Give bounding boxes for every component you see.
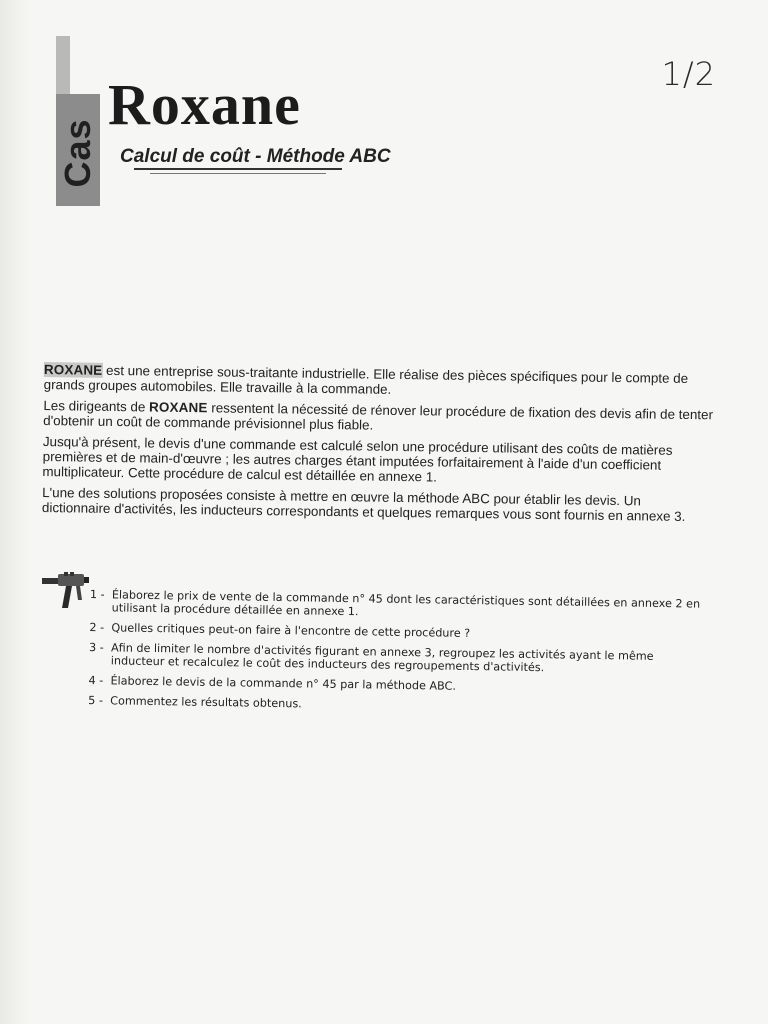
header-tab-strip	[56, 36, 70, 96]
question-item	[89, 621, 709, 644]
brand-name: ROXANE	[148, 399, 208, 416]
caulking-gun-icon	[40, 560, 90, 610]
question-number: 1 -	[89, 588, 105, 602]
paragraph-2-after: ressentent la nécessité de rénover leur procédure de fixation des devis afin de tenter d'obtenir un coût de commande prévisionnel plus fiable.	[43, 400, 714, 433]
question-number: 2 -	[89, 620, 105, 635]
paragraph-2	[43, 398, 713, 437]
title-underline	[134, 168, 342, 170]
intro-text	[42, 362, 714, 530]
question-list	[88, 588, 710, 724]
document-title: Roxane	[108, 72, 301, 137]
document-subtitle: Calcul de coût - Méthode ABC	[120, 146, 391, 167]
paragraph-3: Jusqu'à présent, le devis d'une commande est calculé selon une procédure utilisant des coûts de matières premières et de main-d'œuvre ; les autres charges étant imputées forfaitairement à l'aide d'un coefficient multiplicateur. Cette procédure de calcul est détaillée en annexe 1.	[42, 433, 673, 485]
question-item	[89, 641, 709, 677]
question-text: Afin de limiter le nombre d'activités figurant en annexe 3, regroupez les activités ayant le même inducteur et recalculez le coût des inducteurs des regroupements d'activités.	[110, 641, 654, 675]
question-text: Commentez les résultats obtenus.	[110, 694, 302, 711]
question-item	[90, 588, 710, 624]
scan-edge-shadow	[0, 0, 30, 1024]
paragraph-1	[44, 362, 714, 401]
question-number: 4 -	[88, 673, 104, 688]
question-text: Élaborez le devis de la commande n° 45 par la méthode ABC.	[110, 674, 457, 693]
question-text: Élaborez le prix de vente de la commande n° 45 dont les caractéristiques sont détaillées en annexe 2 en utilisant la procédure détaillée en annexe 1.	[111, 588, 701, 619]
question-number: 5 -	[88, 693, 104, 708]
question-item	[88, 694, 708, 717]
paragraph-2-before: Les dirigeants de	[43, 397, 150, 415]
paragraph-1-text: est une entreprise sous-traitante industrielle. Elle réalise des pièces spécifiques pour le compte de grands groupes automobiles. Elle travaille à la commande.	[43, 362, 689, 397]
header-tab-label: Cas	[57, 118, 98, 188]
document-header	[56, 36, 436, 186]
question-item	[88, 674, 708, 697]
brand-name: ROXANE	[43, 362, 103, 378]
paragraph-4: L'une des solutions proposées consiste à mettre en œuvre la méthode ABC pour établir les devis. Un dictionnaire d'activités, les inducteurs correspondants et quelques remarques vous sont fournis en annexe 3.	[41, 484, 686, 524]
title-underline-secondary	[150, 173, 326, 174]
page-number: 1/2	[661, 55, 716, 93]
question-text: Quelles critiques peut-on faire à l'encontre de cette procédure ?	[111, 621, 471, 640]
question-number: 3 -	[88, 640, 104, 655]
